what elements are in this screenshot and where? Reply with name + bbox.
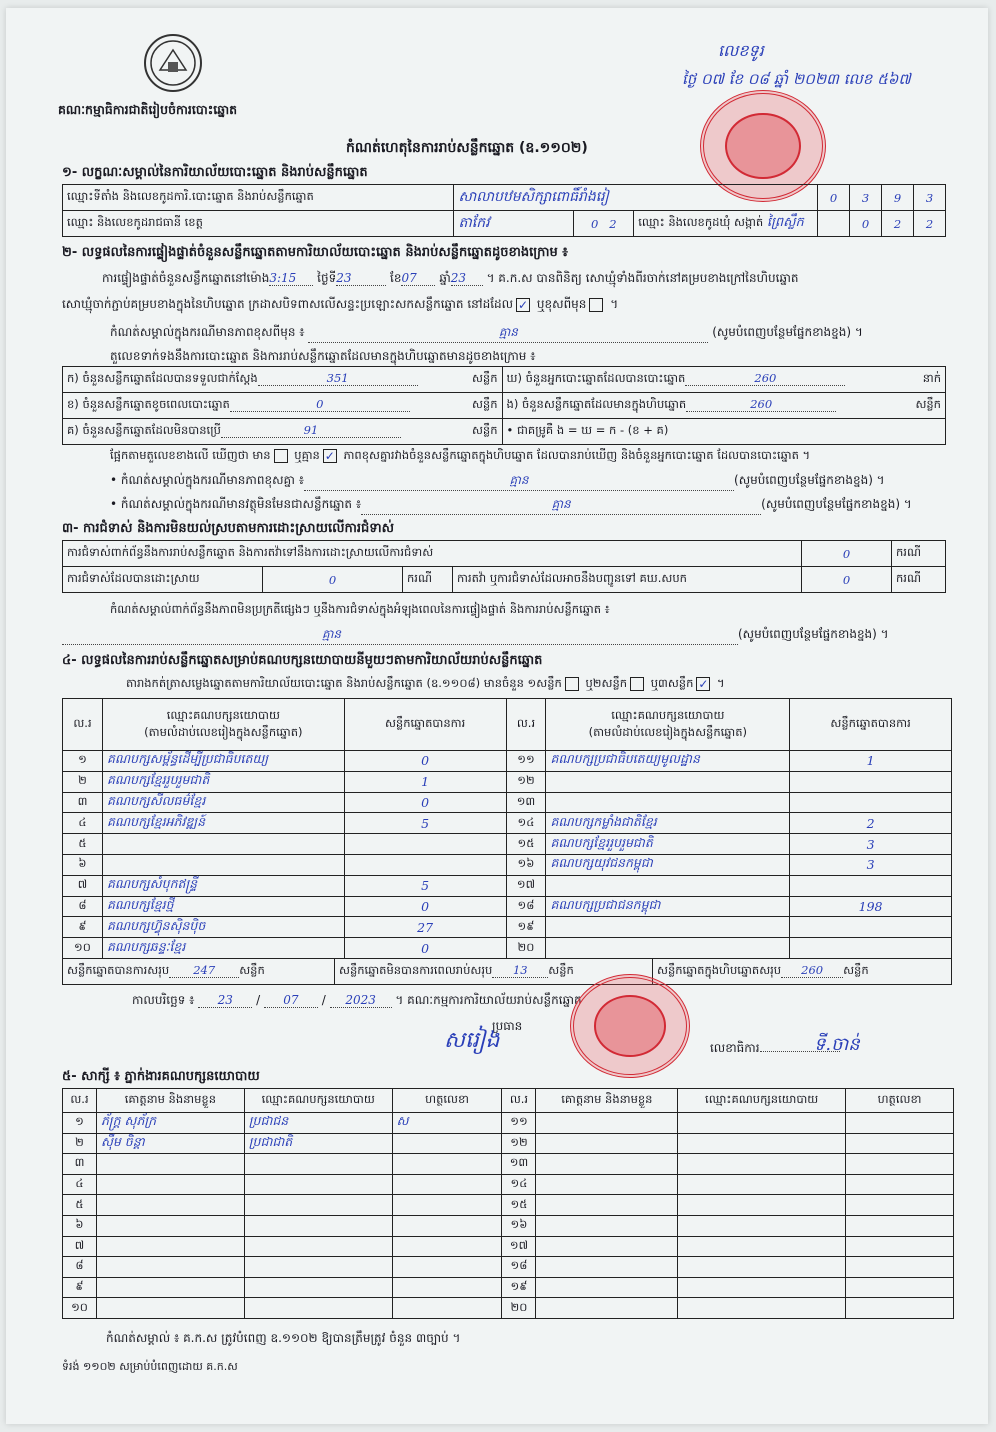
- party-no: ៣: [63, 792, 103, 813]
- witness-no: ៨: [63, 1257, 97, 1278]
- witness-signature: [846, 1174, 954, 1195]
- party-name: គណបក្សសម្ព័ន្ធដើម្បីប្រជាធិបតេយ្យ: [102, 751, 344, 772]
- witness-party: [244, 1236, 392, 1257]
- row-ya: ឃ) ចំនួនអ្នកបោះឆ្នោតដែលបានបោះឆ្នោត 260 នាក់: [502, 367, 945, 393]
- witness-no: ១: [63, 1113, 97, 1134]
- commune-label: ឈ្មោះ និងលេខកូដឃុំ សង្កាត់ ព្រៃស្លឹក: [634, 211, 818, 237]
- figures-table: [62, 366, 946, 445]
- corner-note-line2: ថ្ងៃ ០៧ ខែ ០៨ ឆ្នាំ ២០២៣ លេខ ៥៦៧: [682, 70, 911, 88]
- diff-remark: • កំណត់សម្គាល់ក្នុងករណីមានភាពខុសគ្នា ៖ គ្មាន (សូមបំពេញបន្ថែមផ្នែកខាងខ្នង) ។: [110, 472, 885, 491]
- witness-no: ៣: [63, 1154, 97, 1175]
- section1-heading: ១- លក្ខណៈសម្គាល់នៃការិយាល័យបោះឆ្នោត និងរាប់សន្លឹកឆ្នោត: [62, 165, 368, 180]
- party-no: ៧: [63, 875, 103, 896]
- witness-party: [678, 1257, 846, 1278]
- party-no: ១: [63, 751, 103, 772]
- chair-label: ប្រធាន: [492, 1019, 523, 1033]
- formula: • ជាគម្រូគឺ ង = ឃ = ក - (ខ + គ): [502, 419, 945, 445]
- witness-party: [678, 1236, 846, 1257]
- party-votes: [790, 875, 952, 896]
- party-no: ២: [63, 771, 103, 792]
- party-no: ១៣: [506, 792, 546, 813]
- committee-name: គណៈកម្មាធិការជាតិរៀបចំការបោះឆ្នោត: [58, 102, 238, 117]
- document-title: កំណត់ហេតុនៃការរាប់សន្លឹកឆ្នោត (ឧ.១១០២): [346, 140, 588, 156]
- row-nga: ង) ចំនួនសន្លឹកឆ្នោតដែលមានក្នុងហិបឆ្នោត 260 សន្លឹក: [502, 393, 945, 419]
- nec-emblem-icon: [144, 34, 202, 92]
- party-name: [546, 792, 790, 813]
- no-diff-checkbox[interactable]: ✓: [324, 448, 335, 463]
- resolved-label: ការជំទាស់ដែលបានដោះស្រាយ: [63, 567, 263, 593]
- table-row: [63, 917, 952, 938]
- party-name: [546, 875, 790, 896]
- witness-no: ១៤: [502, 1174, 536, 1195]
- party-name: គណបក្សហ៊្វុនស៊ិនប៉ិច: [102, 917, 344, 938]
- party-no: ១២: [506, 771, 546, 792]
- total-in-box: សន្លឹកឆ្នោតក្នុងហិបឆ្នោតសរុប 260 សន្លឹក: [653, 959, 952, 985]
- footnote: កំណត់សម្គាល់ ៖ គ.ក.ស ត្រូវបំពេញ ឧ.១១០២ ឱ្យបានត្រឹមត្រូវ ចំនួន ៣ច្បាប់ ។: [106, 1331, 461, 1345]
- witness-signature: [846, 1257, 954, 1278]
- witness-signature: [392, 1277, 502, 1298]
- row-ka: ក) ចំនួនសន្លឹកឆ្នោតដែលបានទទួលជាក់ស្តែង 351 សន្លឹក: [63, 367, 503, 393]
- witness-name: [536, 1113, 678, 1134]
- table-row: [63, 1195, 954, 1216]
- witness-signature: [392, 1236, 502, 1257]
- secretary-signature: ទី.ចាន់: [814, 1034, 860, 1055]
- witness-name: [536, 1215, 678, 1236]
- party-name: គណបក្សប្រជាធិបតេយ្យមូលដ្ឋាន: [546, 751, 790, 772]
- party-name: គណបក្សកម្លាំងជាតិខ្មែរ: [546, 813, 790, 834]
- witness-party: ប្រជាជាតិ: [244, 1133, 392, 1154]
- witness-no: ១១: [502, 1113, 536, 1134]
- witness-signature: [846, 1215, 954, 1236]
- witness-signature: [392, 1298, 502, 1319]
- tally-3-checkbox[interactable]: ✓: [698, 676, 709, 691]
- location-code-1: 0: [818, 185, 850, 211]
- witness-no: ៦: [63, 1215, 97, 1236]
- witness-party: [244, 1215, 392, 1236]
- verification-line2: សោឃ្មុំចាក់ភ្ជាប់គម្របខាងក្នុងនៃហិបឆ្នោត ក្រដាសបិទពាសលើសន្ទះប្រឡោះសកសន្លឹកឆ្នោត នៅដដែល ✓ ឬខុសពីមុន ។: [62, 297, 619, 312]
- witness-signature: [392, 1257, 502, 1278]
- witness-no: ៥: [63, 1195, 97, 1216]
- witness-party: [678, 1277, 846, 1298]
- party-name: គណបក្សប្រជាជនកម្ពុជា: [546, 896, 790, 917]
- table-row: [63, 1174, 954, 1195]
- witness-signature: [392, 1195, 502, 1216]
- party-name: [102, 834, 344, 855]
- witness-name: [96, 1236, 244, 1257]
- party-name: [102, 854, 344, 875]
- party-name: គណបក្សខ្មែររួបរួមជាតិ: [102, 771, 344, 792]
- party-votes: 27: [344, 917, 506, 938]
- table-row: [63, 834, 952, 855]
- witness-name: [96, 1174, 244, 1195]
- witness-table: ល.រ គោត្តនាម និងនាមខ្លួន ឈ្មោះគណបក្សនយោបាយ ហត្ថលេខា ល.រ គោត្តនាម និងនាមខ្លួន ឈ្មោះគណបក្សនយោបាយ ហត្ថលេខា ១ ភ័ក្ត្រ សុភ័ក្រ ប្រជាជន ស ១១ ២ ស៊ឹម ចិន្តា ប្រជាជាតិ ១២ ៣ ១៣ ៤ ១៤ ៥ ១៥ ៦ ១៦ ៧ ១៧ ៨ ១៨ ៩ ១៩ ១០ ២០: [62, 1088, 954, 1319]
- party-votes: 1: [790, 751, 952, 772]
- party-no: ១៦: [506, 854, 546, 875]
- party-votes: 5: [344, 813, 506, 834]
- table-row: [63, 896, 952, 917]
- witness-no: ១៣: [502, 1154, 536, 1175]
- party-name: គណបក្សឆន្ទៈខ្មែរ: [102, 938, 344, 959]
- commune-code-2: 2: [882, 211, 914, 237]
- table-row: [63, 854, 952, 875]
- witness-name: [536, 1195, 678, 1216]
- witness-name: [536, 1154, 678, 1175]
- tally-line: តារាងកត់ត្រាសម្លេងឆ្នោតតាមការិយាល័យបោះឆ្នោត និងរាប់សន្លឹកឆ្នោត (ឧ.១១០៨) មានចំនួន ១សន្លឹក ឬ២សន្លឹក ឬ៣សន្លឹក ✓ ។: [126, 676, 725, 691]
- table-row: [63, 1236, 954, 1257]
- tally-1-checkbox[interactable]: [565, 677, 579, 691]
- witness-no: ១៦: [502, 1215, 536, 1236]
- witness-no: ១៥: [502, 1195, 536, 1216]
- party-no: ៦: [63, 854, 103, 875]
- figures-intro: តួលេខទាក់ទងនឹងការបោះឆ្នោត និងការរាប់សន្លឹកឆ្នោតដែលមានក្នុងហិបឆ្នោតមានដូចខាងក្រោម ៖: [110, 349, 536, 363]
- section4-heading: ៤- លទ្ធផលនៃការរាប់សន្លឹកឆ្នោតសម្រាប់គណបក្សនយោបាយនីមួយៗតាមការិយាល័យរាប់សន្លឹកឆ្នោត: [62, 653, 543, 668]
- location-code-2: 3: [850, 185, 882, 211]
- total-valid: សន្លឹកឆ្នោតបានការសរុប 247 សន្លឹក: [63, 959, 335, 985]
- form-note: ទំរង់ ១១០២ សម្រាប់បំពេញដោយ គ.ក.ស: [62, 1360, 238, 1373]
- party-votes: [790, 771, 952, 792]
- party-votes: 0: [344, 751, 506, 772]
- party-votes: [790, 938, 952, 959]
- witness-signature: [846, 1277, 954, 1298]
- table-row: [63, 1298, 954, 1319]
- section1-table: [62, 184, 946, 237]
- table-row: [63, 1113, 954, 1134]
- witness-party: [678, 1195, 846, 1216]
- party-votes: 0: [344, 938, 506, 959]
- results-table: ល.រ ឈ្មោះគណបក្សនយោបាយ (តាមលំដាប់លេខរៀងក្នុងសន្លឹកឆ្នោត) សន្លឹកឆ្នោតបានការ ល.រ ឈ្មោះគណបក្សនយោបាយ (តាមលំដាប់លេខរៀងក្នុងសន្លឹកឆ្នោត) សន្លឹកឆ្នោតបានការ ១ គណបក្សសម្ព័ន្ធដើម្បីប្រជាធិបតេយ្យ 0 ១១ គណបក្សប្រជាធិបតេយ្យមូលដ្ឋាន 1 ២ គណបក្សខ្មែររួបរួមជាតិ 1 ១២ ៣ គណបក្សសីលធម៌ខ្មែរ 0 ១៣ ៤ គណបក្សខ្មែរអភិវឌ្ឍន៍ 5 ១៤ គណបក្សកម្លាំងជាតិខ្មែរ 2 ៥ ១៥ គណបក្សខ្មែររួបរួមជាតិ 3 ៦ ១៦ គណបក្សយុវជនកម្ពុជា 3 ៧ គណបក្សសំបុកឥន្ទ្រី 5 ១៧ ៨ គណបក្សខ្មែរថ្មី 0 ១៨ គណបក្សប្រជាជនកម្ពុជា 198 ៩ គណបក្សហ៊្វុនស៊ិនប៉ិច 27 ១៩ ១០ គណបក្សឆន្ទៈខ្មែរ 0 ២០: [62, 698, 952, 959]
- party-no: ១១: [506, 751, 546, 772]
- witness-party: [244, 1277, 392, 1298]
- witness-party: [244, 1154, 392, 1175]
- complaints-table: ការជំទាស់ពាក់ព័ន្ធនឹងការរាប់សន្លឹកឆ្នោត និងការតវ៉ាទៅនឹងការដោះស្រាយលើការជំទាស់ 0 ករណី ការជំទាស់ដែលបានដោះស្រាយ 0 ករណី ការតវ៉ា ឬការជំទាស់ដែលអាចនឹងបញ្ជូនទៅ គឃ.សបក 0 ករណី: [62, 540, 946, 593]
- witness-no: ១៨: [502, 1257, 536, 1278]
- party-no: ១៧: [506, 875, 546, 896]
- totals-table: [62, 958, 952, 985]
- witness-name: [536, 1236, 678, 1257]
- party-votes: 2: [790, 813, 952, 834]
- witness-signature: [846, 1195, 954, 1216]
- witness-signature: ស: [392, 1113, 502, 1134]
- witness-party: [244, 1298, 392, 1319]
- same-checkbox[interactable]: ✓: [518, 297, 529, 312]
- witness-name: [536, 1133, 678, 1154]
- witness-party: [678, 1154, 846, 1175]
- witness-name: [96, 1154, 244, 1175]
- witness-signature: [392, 1215, 502, 1236]
- party-name: គណបក្សខ្មែរអភិវឌ្ឍន៍: [102, 813, 344, 834]
- change-remark: កំណត់សម្គាល់ក្នុងករណីមានភាពខុសពីមុន ៖ គ្មាន (សូមបំពេញបន្ថែមផ្នែកខាងខ្នង) ។: [110, 324, 863, 343]
- witness-name: [96, 1195, 244, 1216]
- row-kha: ខ) ចំនួនសន្លឹកឆ្នោតខូចពេលបោះឆ្នោត 0 សន្លឹក: [63, 393, 503, 419]
- party-votes: 3: [790, 854, 952, 875]
- witness-party: [244, 1195, 392, 1216]
- table-row: [63, 1133, 954, 1154]
- witness-no: ៧: [63, 1236, 97, 1257]
- witness-name: [536, 1277, 678, 1298]
- chair-signature: សរៀង: [444, 1028, 500, 1053]
- party-votes: [790, 792, 952, 813]
- witness-party: [678, 1113, 846, 1134]
- province-code: 0 2: [574, 211, 634, 237]
- table-row: [63, 938, 952, 959]
- witness-party: ប្រជាជន: [244, 1113, 392, 1134]
- witness-name: [96, 1215, 244, 1236]
- witness-name: [96, 1298, 244, 1319]
- verification-line1: ការផ្ទៀងផ្ទាត់ចំនួនសន្លឹកឆ្នោតនៅម៉ោង3:15 ថ្ងៃទី23 ខែ07 ឆ្នាំ23 ។ គ.ក.ស បានពិនិត្យ សោឃ្មុំទាំងពីរចាក់នៅគម្របខាងក្រៅនៃហិបឆ្នោត: [102, 271, 799, 285]
- table-row: [63, 771, 952, 792]
- compare-line: ផ្អែកតាមតួលេខខាងលើ ឃើញថា មាន ឬគ្មាន ✓ ភាពខុសគ្នារវាងចំនួនសន្លឹកឆ្នោតក្នុងហិបឆ្នោត ដែលបានរាប់ឃើញ និងចំនួនអ្នកបោះឆ្នោត ដែលបានបោះឆ្នោត ។: [110, 448, 811, 463]
- party-name: [546, 917, 790, 938]
- party-no: ១០: [63, 938, 103, 959]
- witness-name: [536, 1174, 678, 1195]
- table-row: [63, 751, 952, 772]
- date-line: កាលបរិច្ឆេទ ៖ 23 / 07 / 2023 ។ គណៈកម្មការការិយាល័យរាប់សន្លឹកឆ្នោត: [132, 993, 582, 1007]
- party-no: ១៩: [506, 917, 546, 938]
- witness-party: [678, 1298, 846, 1319]
- irregularity-remark-label: កំណត់សម្គាល់ពាក់ព័ន្ធនឹងភាពមិនប្រក្រតីផ្សេងៗ ឬនឹងការជំទាស់ក្នុងអំឡុងពេលនៃការផ្ទៀងផ្ទាត់ និងការរាប់សន្លឹកឆ្នោត ៖: [110, 602, 610, 616]
- witness-party: [244, 1257, 392, 1278]
- section2-heading: ២- លទ្ធផលនៃការផ្ទៀងផ្ទាត់ចំនួនសន្លឹកឆ្នោតតាមការិយាល័យបោះឆ្នោត និងរាប់សន្លឹកឆ្នោតដូចខាងក្រោម ៖: [62, 245, 568, 260]
- appeal-label: ការតវ៉ា ឬការជំទាស់ដែលអាចនឹងបញ្ជូនទៅ គឃ.សបក: [453, 567, 802, 593]
- witness-name: ភ័ក្ត្រ សុភ័ក្រ: [96, 1113, 244, 1134]
- commune-code-3: 2: [913, 211, 945, 237]
- witness-signature: [392, 1174, 502, 1195]
- commune-code-1: 0: [850, 211, 882, 237]
- witness-party: [244, 1174, 392, 1195]
- witness-signature: [392, 1154, 502, 1175]
- resolved-value: 0: [263, 567, 403, 593]
- witness-no: ២០: [502, 1298, 536, 1319]
- witness-signature: [846, 1298, 954, 1319]
- witness-signature: [846, 1154, 954, 1175]
- location-code-3: 9: [882, 185, 914, 211]
- party-votes: [344, 854, 506, 875]
- total-invalid: សន្លឹកឆ្នោតមិនបានការពេលរាប់សរុប 13 សន្លឹក: [335, 959, 653, 985]
- party-votes: 0: [344, 792, 506, 813]
- witness-no: ១០: [63, 1298, 97, 1319]
- witness-no: ១២: [502, 1133, 536, 1154]
- witness-name: [536, 1298, 678, 1319]
- party-name: [546, 771, 790, 792]
- table-row: [63, 875, 952, 896]
- location-label: ឈ្មោះទីតាំង និងលេខកូដការិ.បោះឆ្នោត និងរាប់សន្លឹកឆ្នោត: [63, 185, 454, 211]
- party-name: គណបក្សខ្មែរថ្មី: [102, 896, 344, 917]
- table-row: [63, 813, 952, 834]
- party-votes: 0: [344, 896, 506, 917]
- party-name: គណបក្សសីលធម៌ខ្មែរ: [102, 792, 344, 813]
- location-code-4: 3: [913, 185, 945, 211]
- party-votes: 198: [790, 896, 952, 917]
- tally-2-checkbox[interactable]: [630, 677, 644, 691]
- province-value: តាកែវ: [454, 211, 574, 237]
- witness-no: ១៧: [502, 1236, 536, 1257]
- table-row: [63, 1215, 954, 1236]
- party-name: គណបក្សសំបុកឥន្ទ្រី: [102, 875, 344, 896]
- irregularity-remark: គ្មាន (សូមបំពេញបន្ថែមផ្នែកខាងខ្នង) ។: [62, 626, 889, 645]
- table-row: [63, 792, 952, 813]
- province-label: ឈ្មោះ និងលេខកូដរាជធានី ខេត្ត: [63, 211, 454, 237]
- party-votes: [344, 834, 506, 855]
- witness-no: ២: [63, 1133, 97, 1154]
- complaints-label: ការជំទាស់ពាក់ព័ន្ធនឹងការរាប់សន្លឹកឆ្នោត និងការតវ៉ាទៅនឹងការដោះស្រាយលើការជំទាស់: [63, 541, 802, 567]
- party-no: ២០: [506, 938, 546, 959]
- section5-heading: ៥- សាក្សី ៖ ភ្នាក់ងារគណបក្សនយោបាយ: [62, 1069, 260, 1084]
- party-votes: [790, 917, 952, 938]
- party-no: ៨: [63, 896, 103, 917]
- party-no: ៥: [63, 834, 103, 855]
- party-name: គណបក្សយុវជនកម្ពុជា: [546, 854, 790, 875]
- witness-no: ១៩: [502, 1277, 536, 1298]
- witness-name: [536, 1257, 678, 1278]
- table-row: [63, 1257, 954, 1278]
- witness-signature: [846, 1113, 954, 1134]
- party-no: ១៨: [506, 896, 546, 917]
- irregular-remark: • កំណត់សម្គាល់ក្នុងករណីមានវត្ថុមិនមែនជាសន្លឹកឆ្នោត ៖ គ្មាន (សូមបំពេញបន្ថែមផ្នែកខាងខ្នង) ។: [110, 496, 912, 515]
- section3-heading: ៣- ការជំទាស់ និងការមិនយល់ស្របតាមការដោះស្រាយលើការជំទាស់: [62, 521, 394, 536]
- witness-signature: [846, 1133, 954, 1154]
- official-seal-bottom: [570, 974, 690, 1078]
- witness-name: [96, 1257, 244, 1278]
- witness-name: [96, 1277, 244, 1298]
- witness-party: [678, 1215, 846, 1236]
- party-name: គណបក្សខ្មែររួបរួមជាតិ: [546, 834, 790, 855]
- location-value: សាលាបឋមសិក្សាពោធិ៍រាំងរៀ: [454, 185, 818, 211]
- party-no: ១៤: [506, 813, 546, 834]
- witness-party: [678, 1174, 846, 1195]
- witness-no: ៤: [63, 1174, 97, 1195]
- party-votes: 3: [790, 834, 952, 855]
- corner-note-line1: លេខទូរ: [718, 41, 764, 60]
- witness-signature: [846, 1236, 954, 1257]
- table-row: [63, 1154, 954, 1175]
- row-ko: គ) ចំនួនសន្លឹកឆ្នោតដែលមិនបានប្រើ 91 សន្លឹក: [63, 419, 503, 445]
- witness-name: ស៊ឹម ចិន្តា: [96, 1133, 244, 1154]
- party-no: ១៥: [506, 834, 546, 855]
- party-no: ៩: [63, 917, 103, 938]
- secretary-label: លេខាធិការ: [710, 1040, 840, 1058]
- changed-checkbox[interactable]: [589, 298, 603, 312]
- party-votes: 1: [344, 771, 506, 792]
- party-name: [546, 938, 790, 959]
- party-votes: 5: [344, 875, 506, 896]
- party-no: ៤: [63, 813, 103, 834]
- witness-signature: [392, 1133, 502, 1154]
- has-diff-checkbox[interactable]: [274, 449, 288, 463]
- document-page: [6, 8, 988, 1424]
- complaints-value: 0: [802, 541, 892, 567]
- appeal-value: 0: [802, 567, 892, 593]
- witness-no: ៩: [63, 1277, 97, 1298]
- witness-party: [678, 1133, 846, 1154]
- table-row: [63, 1277, 954, 1298]
